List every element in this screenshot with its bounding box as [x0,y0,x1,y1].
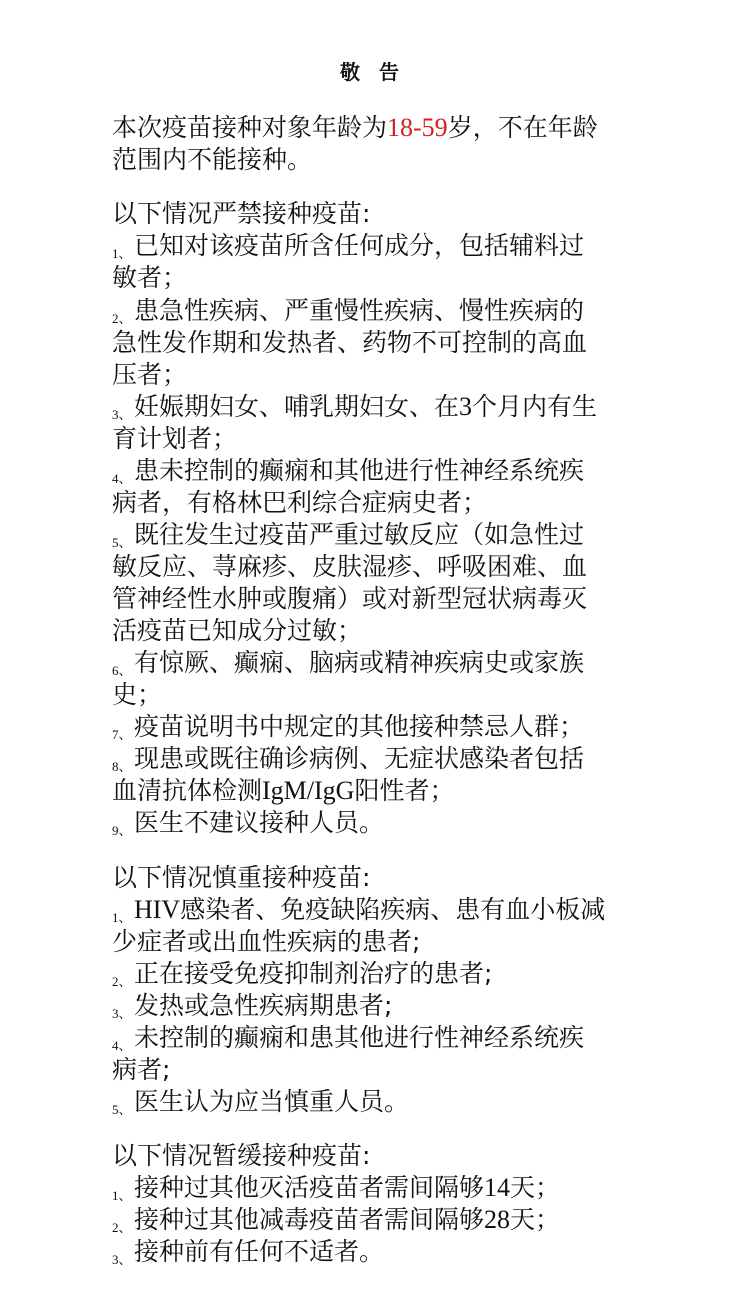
notice-title: 敬 告 [340,60,405,84]
prohibited-heading: 以下情况严禁接种疫苗: [112,199,371,228]
item-number: 4、 [112,471,132,486]
item-number: 3、 [112,1252,132,1267]
item-number: 1、 [112,910,132,925]
item-number: 7、 [112,727,132,742]
caution-heading: 以下情况慎重接种疫苗: [112,863,371,892]
item-number: 4、 [112,1038,132,1053]
age-range: 18-59 [387,113,448,142]
intro-line-1: 本次疫苗接种对象年龄为18-59岁，不在年龄 [112,113,598,142]
item-number: 6、 [112,663,132,678]
item-number: 8、 [112,759,132,774]
item-number: 9、 [112,823,132,838]
item-number: 3、 [112,1006,132,1021]
item-number: 2、 [112,1220,132,1235]
item-number: 5、 [112,535,132,550]
item-number: 2、 [112,974,132,989]
item-number: 3、 [112,407,132,422]
item-number: 5、 [112,1102,132,1117]
postpone-heading: 以下情况暂缓接种疫苗: [112,1141,371,1170]
item-number: 1、 [112,246,132,261]
item-number: 2、 [112,311,132,326]
intro-line-2: 范围内不能接种。 [112,145,313,174]
item-number: 1、 [112,1188,132,1203]
